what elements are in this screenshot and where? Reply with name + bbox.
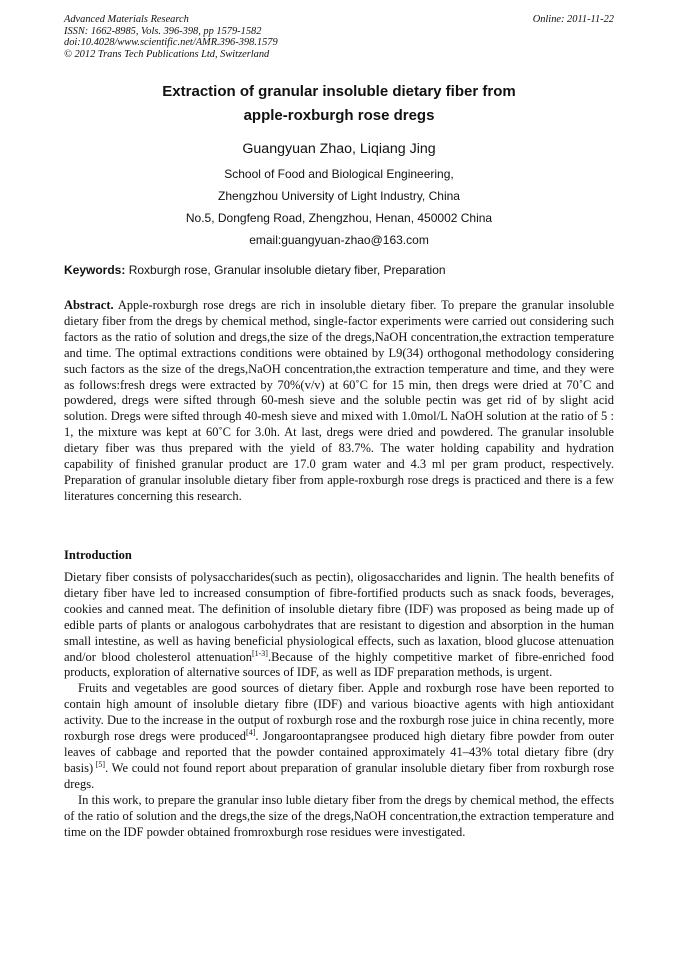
intro-p1-text-b: .Because of the highly competitive market of fibre-enriched food products, exploration of alternative sources of IDF, as well as IDF preparation methods, is urgent. xyxy=(64,649,614,680)
online-date-text: Online: 2011-11-22 xyxy=(532,14,614,25)
introduction-body xyxy=(64,570,614,840)
keywords xyxy=(64,262,614,278)
journal-header xyxy=(64,14,278,60)
abstract-text: Apple-roxburgh rose dregs are rich in insoluble dietary fiber. To prepare the granular insoluble dietary fiber from the dregs by chemical method, single-factor experiments were carried out considering such factors as the ratio of solution and dregs,the size of the dregs,NaOH concentration,the extraction temperature and time. The optimal extractions conditions were obtained by L9(34) orthogonal methodology considering such factors as the size of the dregs,NaOH concentration,the extraction temperature and time, and they were as follows:fresh dregs were extracted by 70%(v/v) at 60˚C for 15 min, then dregs were dried at 70˚C and powdered, dregs were sifted through 60-mesh sieve and the soluble pectin was get rid of by slight acid solution. Dregs were sifted through 40-mesh sieve and mixed with 1.0mol/L NaOH solution at the ratio of 5 : 1, the mixture was kept at 60˚C for 3.0h. At last, dregs were dried and powdered. The granular insoluble dietary fiber was thus prepared with the yield of 83.7%. The water holding capability and hydration capability of finished granular product are 17.0 gram water and 4.3 ml per gram product, respectively. Preparation of granular insoluble dietary fiber from apple-roxburgh rose dregs is practiced and there is a few literatures concerning this research. xyxy=(64,298,614,503)
affiliation xyxy=(64,163,614,251)
intro-p2-text-a: Fruits and vegetables are good sources of dietary fiber. Apple and roxburgh rose have been reported to contain high amount of insoluble dietary fibre (IDF) and various bioactive agents with high antioxidant activity. Due to the increase in the output of roxburgh rose and the roxburgh rose juice in china recently, more roxburgh rose dregs were produced xyxy=(64,681,614,744)
keywords-text: Roxburgh rose, Granular insoluble dietary fiber, Preparation xyxy=(128,263,446,277)
affiliation-line-2: Zhengzhou University of Light Industry, China xyxy=(218,189,460,203)
title-line-1: Extraction of granular insoluble dietary fiber from xyxy=(162,83,516,100)
copyright-line: © 2012 Trans Tech Publications Ltd, Switzerland xyxy=(64,48,270,60)
introduction-heading: Introduction xyxy=(64,548,132,562)
intro-paragraph-1 xyxy=(64,570,614,681)
abstract xyxy=(64,298,614,505)
intro-p2-text-c: . We could not found report about preparation of granular insoluble dietary fiber from roxburgh rose dregs. xyxy=(64,760,615,791)
issn-line: ISSN: 1662-8985, Vols. 396-398, pp 1579-1582 xyxy=(64,25,262,37)
doi-line: doi:10.4028/www.scientific.net/AMR.396-398.1579 xyxy=(64,37,278,49)
authors: Guangyuan Zhao, Liqiang Jing xyxy=(242,141,436,157)
affiliation-line-3: No.5, Dongfeng Road, Zhengzhou, Henan, 450002 China xyxy=(185,211,493,225)
intro-paragraph-3: In this work, to prepare the granular inso luble dietary fiber from the dregs by chemical method, the effects of the ratio of solution and the dregs,the size of the dregs,NaOH concentration,the extraction temperature and time on the IDF powder obtained fromroxburgh rose residues were investigated. xyxy=(64,792,614,839)
intro-paragraph-2 xyxy=(64,681,614,792)
keywords-label: Keywords: xyxy=(64,263,126,277)
paper-title xyxy=(64,80,614,128)
affiliation-line-1: School of Food and Biological Engineering, xyxy=(224,167,454,181)
intro-p2-text-b: . Jongaroontaprangsee produced high dietary fibre powder from outer leaves of cabbage and reported that the powder contained approximately 41–43% total dietary fibre (dry basis) xyxy=(64,729,614,775)
abstract-label: Abstract. xyxy=(64,298,114,312)
journal-name: Advanced Materials Research xyxy=(64,14,189,25)
citation-5: [5] xyxy=(93,759,106,769)
intro-p1-text-a: Dietary fiber consists of polysaccharides(such as pectin), oligosaccharides and lignin. The health benefits of dietary fiber have led to increased consumption of fibre-fortified products such as snack foods, beverages, cookies and canned meat. The definition of insoluble dietary fibre (IDF) was proposed as being made up of edible parts of plants or analogous carbohydrates that are resistant to digestion and absorption in the human small intestine, as well as having beneficial physiological effects, such as laxation, blood glucose attenuation and/or blood cholesterol attenuation xyxy=(64,570,614,664)
online-date xyxy=(533,14,614,26)
citation-1-3: [1-3] xyxy=(251,648,268,658)
citation-4: [4] xyxy=(246,727,256,737)
author-email: email:guangyuan-zhao@163.com xyxy=(249,233,429,247)
title-line-2: apple-roxburgh rose dregs xyxy=(243,107,435,124)
